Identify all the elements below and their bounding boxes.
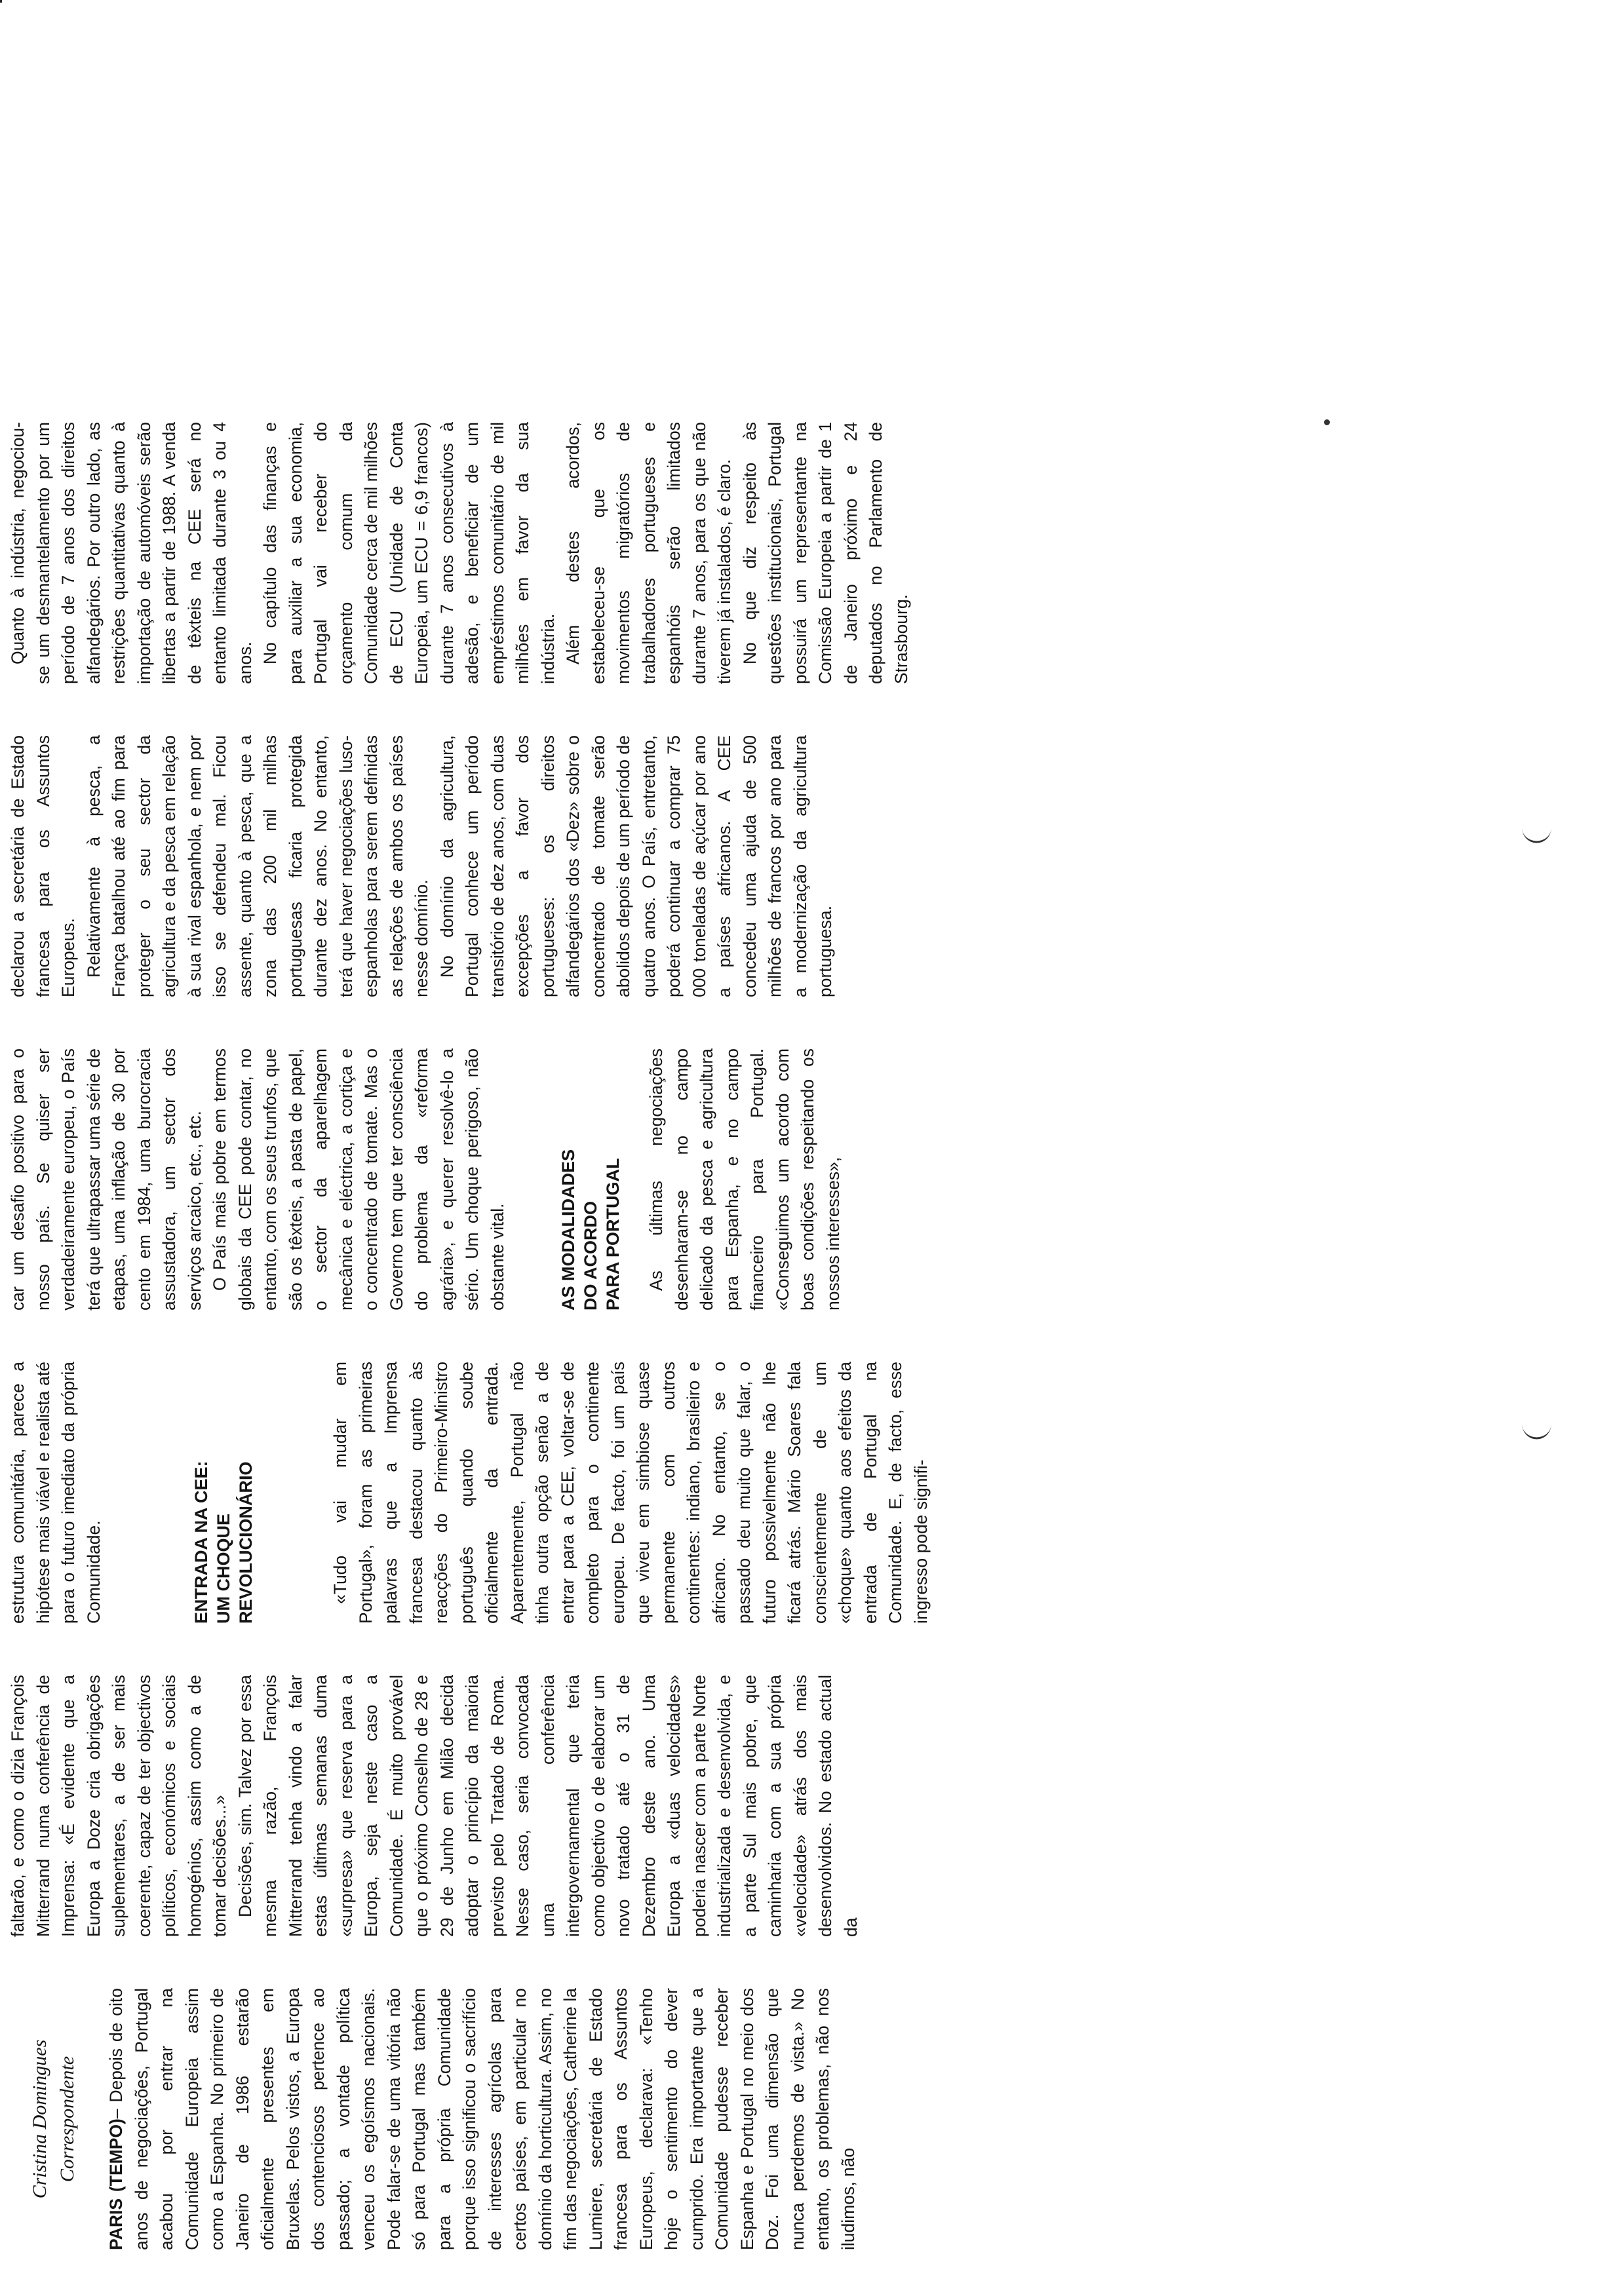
section-heading: [190, 1362, 257, 1624]
paragraph: «Tudo vai mudar em Portugal», foram as primeiras palavras que a Imprensa francesa destacou quanto às reacções do Primeiro-Ministro português quando soube oficialmente da entrada. Aparentemente, Portugal não tinha outra opção senão a de entrar para a CEE, voltar-se de completo para o continente europeu. De facto, foi um país que viveu em simbiose quase permanente com outros continentes: indiano, brasileiro e africano. No entanto, se o passado deu muito que falar, o futuro possivelmente não lhe ficará atrás. Mário Soares fala conscientemente de um «choque» quanto aos efeitos da entrada de Portugal na Comunidade. E, de facto, esse ingresso pode signifi-: [330, 1362, 931, 1624]
paragraph: declarou a secretária de Estado francesa para os Assuntos Europeus.: [8, 735, 78, 997]
paragraph: Além destes acordos, estabeleceu-se que os movimentos migratórios de trabalhadores portugueses e espanhóis serão limitados durante 7 anos, para os que não tiverem já instalados, é claro.: [563, 422, 734, 684]
paragraph: Decisões, sim. Talvez por essa mesma razão, François Mitterrand tenha vindo a falar estas últimas semanas duma «surpresa» que reserva para a Europa, seja neste caso a Comunidade. É muito provável que o próximo Conselho de 28 e 29 de Junho em Milão decida adoptar o princípio da maioria previsto pelo Tratado de Roma. Nesse caso, seria convocada uma conferência intergovernamental que teria como objectivo o de elaborar um novo tratado até o 31 de Dezembro deste ano. Uma Europa a «duas velocidades» poderia nascer com a parte Norte industrializada e desenvolvida, e a parte Sul mais pobre, que caminharia com a sua própria «velocidade» atrás dos mais desenvolvidos. No estado actual da: [235, 1675, 861, 1937]
author-role: Correspondente: [56, 2056, 78, 2183]
paragraph: [104, 1988, 861, 2250]
paragraph: car um desafio positivo para o nosso país. Se quiser ser verdadeiramente europeu, o País terá que ultrapassar uma série de etapas, uma inflação de 30 por cento em 1984, uma burocracia assustadora, um sector dos serviços arcaico, etc., etc.: [8, 1048, 204, 1311]
paragraph: No que diz respeito às questões institucionais, Portugal possuirá um representante na Comissão Europeia a partir de 1 de Janeiro próximo e 24 deputados no Parlamento de Strasbourg.: [739, 422, 911, 684]
punch-hole-mark: [1523, 1421, 1551, 1440]
article-column-3: [5, 1362, 933, 1624]
dateline: PARIS (TEMPO): [106, 2118, 126, 2250]
paragraph: No capítulo das finanças e para auxiliar a sua economia, Portugal vai receber do orçamento comum da Comunidade cerca de mil milhões de ECU (Unidade de Conta Europeia, um ECU = 6,9 francos) durante 7 anos consecutivos à adesão, e beneficiar de um empréstimos comunitário de mil milhões em favor da sua indústria.: [260, 422, 558, 684]
byline: [26, 1988, 81, 2250]
section-heading: [557, 1048, 624, 1311]
heading-line: UM CHOQUE: [214, 1514, 233, 1624]
punch-hole-mark: [1523, 824, 1551, 843]
heading-line: ENTRADA NA CEE:: [191, 1461, 211, 1624]
paragraph: Quanto à indústria, negociou-se um desmantelamento por um período de 7 anos dos direitos alfandegários. Por outro lado, as restrições quantitativas quanto à importação de automóveis serão libertas a partir de 1988. A venda de têxteis na CEE será no entanto limitada durante 3 ou 4 anos.: [8, 422, 255, 684]
author-name: Cristina Domingues: [29, 2039, 50, 2199]
article-column-2: [5, 1675, 863, 1937]
heading-line: REVOLUCIONÁRIO: [236, 1461, 256, 1624]
heading-line: PARA PORTUGAL: [603, 1158, 623, 1311]
heading-line: AS MODALIDADES: [558, 1149, 578, 1311]
paragraph: As últimas negociações desenharam-se no campo delicado da pesca e agricultura para Espanha, e no campo financeiro para Portugal. «Conseguimos um acordo com boas condições respeitando os nossos interesses»,: [646, 1048, 843, 1311]
article-column-4: [5, 1048, 846, 1311]
paragraph: O País mais pobre em termos globais da CEE pode contar, no entanto, com os seus trunfos, que são os têxteis, a pasta de papel, o sector da aparelhagem mecânica e eléctrica, a cortiça e o concentrado de tomate. Mas o Governo tem que ter consciência do problema da «reforma agrária», e querer resolvê-lo a sério. Um choque perigoso, não obstante vital.: [210, 1048, 507, 1311]
heading-line: DO ACORDO: [581, 1201, 600, 1311]
paragraph: faltarão, e como o dizia François Mitterrand numa conferência de Imprensa: «É evidente que a Europa a Doze cria obrigações suplementares, a de ser mais coerente, capaz de ter objectivos políticos, económicos e sociais homogénios, assim como a de tomar decisões...»: [8, 1675, 229, 1937]
scan-dot: [1324, 419, 1330, 425]
article-column-5: [5, 735, 838, 997]
paragraph: Relativamente à pesca, a França batalhou até ao fim para proteger o seu sector da agricultura e da pesca em relação à sua rival espanhola, e nem por isso se defendeu mal. Ficou assente, quanto à pesca, que a zona das 200 mil milhas portuguesas ficaria protegida durante dez anos. No entanto, terá que haver negociações luso-espanholas para serem definidas as relações de ambos os países nesse domínio.: [83, 735, 431, 997]
paragraph-text: – Depois de oito anos de negociações, Portugal acabou por entrar na Comunidade Europeia assim como a Espanha. No primeiro de Janeiro de 1986 estarão oficialmente presentes em Bruxelas. Pelos vistos, a Europa dos contenciosos pertence ao passado; a vontade política venceu os egoísmos nacionais. Pode falar-se de uma vitória não só para Portugal mas também para a própria Comunidade porque isso significou o sacrifício de interesses agrícolas para certos países, em particular no domínio da horticultura. Assim, no fim das negociações, Catherine la Lumiere, secretária de Estado francesa para os Assuntos Europeus, declarava: «Tenho hoje o sentimento do dever cumprido. Era importante que a Comunidade pudesse receber Espanha e Portugal no meio dos Doz. Foi uma dimensão que nunca perdemos de vista.» No entanto, os problemas, não nos iludimos, não: [106, 1988, 858, 2250]
paragraph: estrutura comunitária, parece a hipótese mais viável e realista até para o futuro imediato da própria Comunidade.: [8, 1362, 104, 1624]
corner-scan-mark: [0, 0, 2, 3]
article-column-6: [5, 422, 914, 684]
paragraph: No domínio da agricultura, Portugal conhece um período transitório de dez anos, com duas excepções a favor dos portugueses: os direitos alfandegários dos «Dez» sobre o concentrado de tomate serão abolidos depois de um período de quatro anos. O País, entretanto, poderá continuar a comprar 75 000 toneladas de açúcar por ano a países africanos. A CEE concedeu uma ajuda de 500 milhões de francos por ano para a modernização da agricultura portuguesa.: [437, 735, 835, 997]
article-column-1: [104, 1988, 861, 2250]
